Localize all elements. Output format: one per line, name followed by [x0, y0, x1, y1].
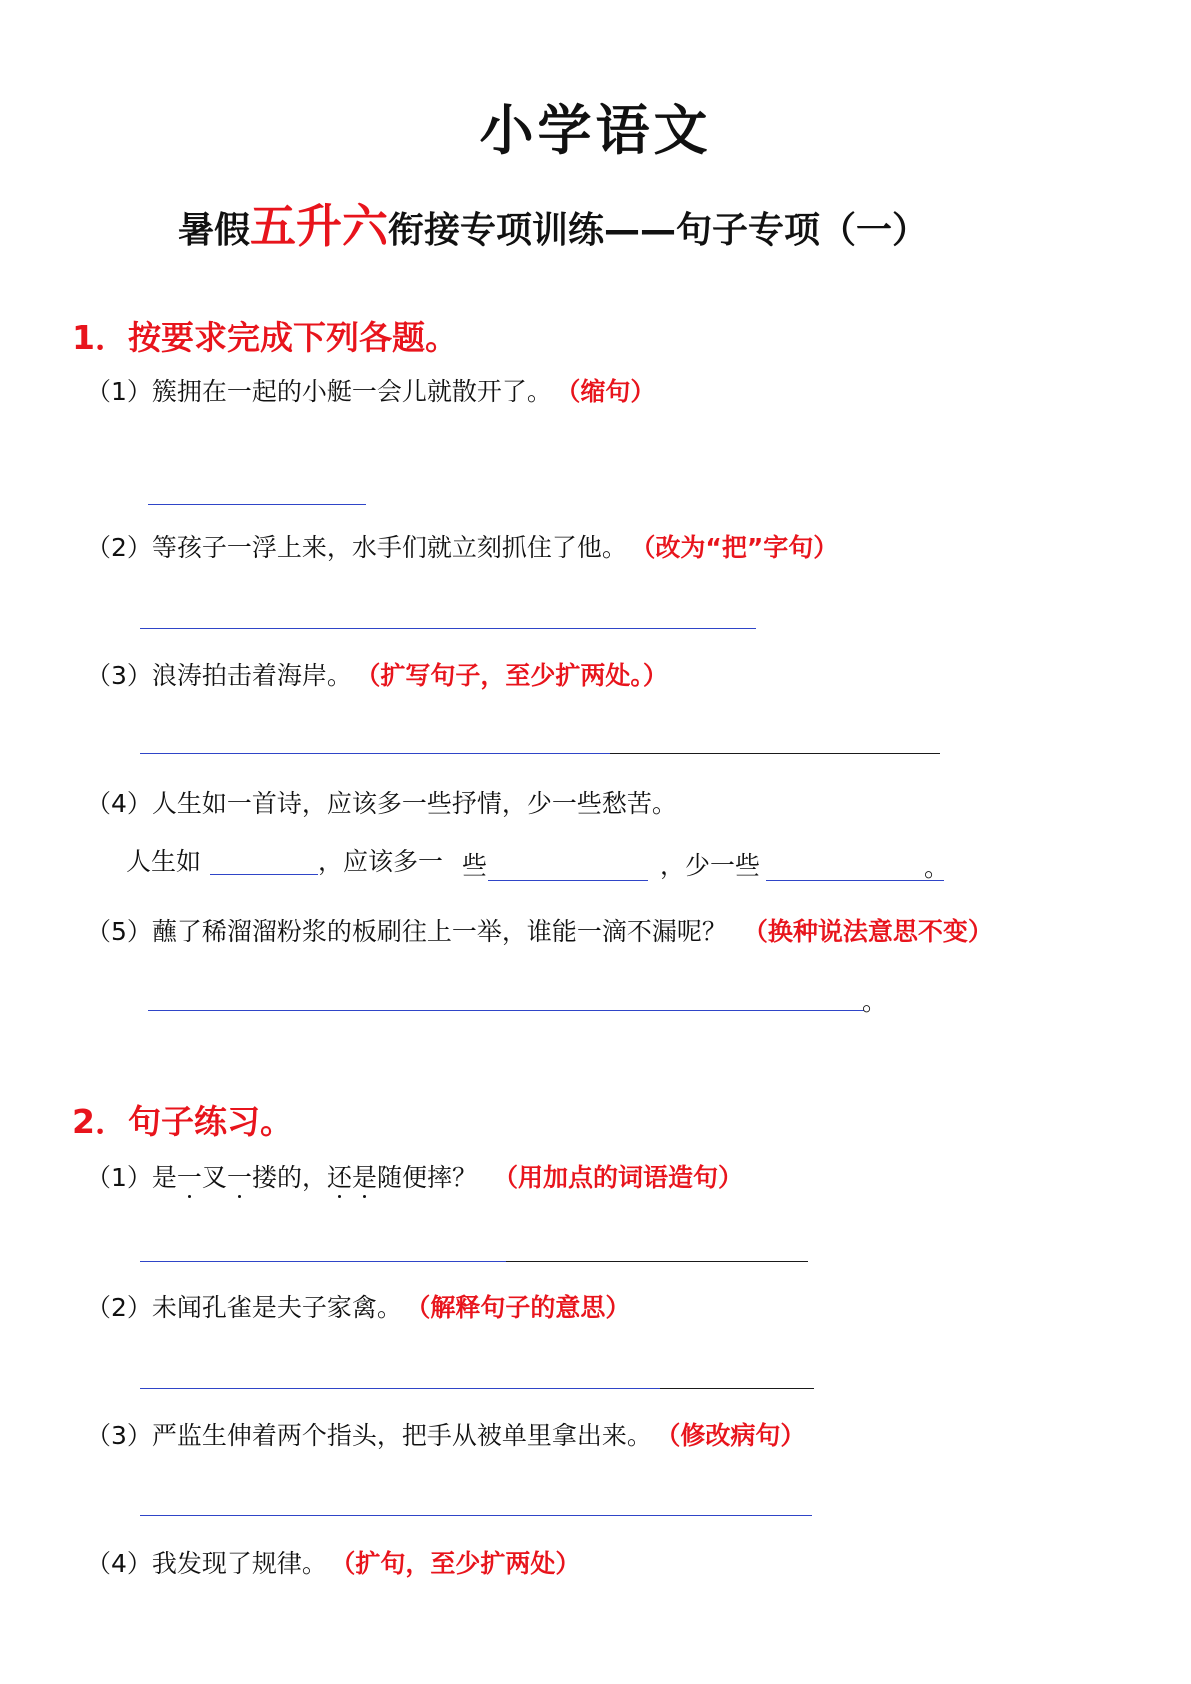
- answer-line-continuation[interactable]: [660, 1388, 814, 1389]
- answer-line-continuation[interactable]: [610, 753, 940, 754]
- instruction-tag: （修改病句）: [667, 1421, 806, 1450]
- dotted-char: 还: [326, 1163, 352, 1192]
- question-text: （1）是: [86, 1163, 177, 1192]
- instruction-tag: （扩写句子，至少扩两处。）: [367, 661, 668, 690]
- question-2-2: [86, 1288, 630, 1324]
- instruction-tag: （解释句子的意思）: [417, 1293, 631, 1322]
- question-text: （5）蘸了稀溜溜粉浆的板刷往上一举，谁能一滴不漏呢？: [86, 917, 727, 946]
- answer-line[interactable]: [148, 504, 366, 505]
- section-2-heading: 2．句子练习。: [72, 1102, 293, 1141]
- answer-line-continuation[interactable]: [506, 1261, 808, 1262]
- question-1-2: [86, 528, 838, 564]
- answer-line[interactable]: [140, 1388, 660, 1389]
- question-text: （4）人生如一首诗，应该多一些抒情，少一些愁苦。: [86, 789, 677, 818]
- question-1-4: [86, 784, 677, 820]
- question-text: （3）浪涛拍击着海岸。: [86, 661, 352, 690]
- instruction-tag: （换种说法意思不变）: [742, 917, 993, 946]
- answer-line[interactable]: [140, 628, 756, 629]
- answer-line[interactable]: [140, 1261, 506, 1262]
- question-text: （2）等孩子一浮上来，水手们就立刻抓住了他。: [86, 533, 627, 562]
- question-text: 叉: [201, 1163, 227, 1192]
- fill-text-xie: 些: [462, 851, 488, 880]
- fill-text-mid: ，应该多一: [318, 847, 444, 876]
- question-text: （3）严监生伸着两个指头，把手从被单里拿出来。: [86, 1421, 652, 1450]
- fill-text-start: 人生如: [126, 847, 202, 876]
- question-text: （2）未闻孔雀是夫子家禽。: [86, 1293, 402, 1322]
- instruction-tag: （扩句，至少扩两处）: [342, 1549, 581, 1578]
- instruction-tag: （改为“把”字句）: [642, 533, 839, 562]
- question-text: （4）我发现了规律。: [86, 1549, 327, 1578]
- answer-line-end: 。: [862, 987, 888, 1016]
- section-1-heading: 1．按要求完成下列各题。: [72, 318, 458, 357]
- question-1-3: [86, 656, 668, 692]
- fill-text-end: 。: [924, 853, 950, 882]
- instruction-tag: （用加点的词语造句）: [493, 1163, 744, 1192]
- question-2-4: [86, 1544, 580, 1580]
- instruction-tag: （缩句）: [567, 377, 656, 406]
- dotted-char: 一: [226, 1163, 252, 1192]
- question-2-3: [86, 1416, 805, 1452]
- fill-text-shao: ，少一些: [660, 851, 761, 880]
- page-subtitle: [178, 190, 928, 256]
- question-1-1: [86, 372, 655, 408]
- subtitle-suffix: 衔接专项训练——句子专项（一）: [388, 210, 929, 251]
- subtitle-prefix: 暑假: [178, 210, 251, 251]
- blank-line-1[interactable]: [210, 874, 318, 875]
- question-2-1: [86, 1158, 743, 1194]
- answer-line[interactable]: [140, 753, 610, 754]
- dotted-char: 一: [176, 1163, 202, 1192]
- answer-line[interactable]: [148, 1010, 864, 1011]
- dotted-char: 是: [351, 1163, 377, 1192]
- question-text: 搂的，: [251, 1163, 327, 1192]
- subtitle-grade-highlight: 五升六: [250, 199, 389, 253]
- page-title: 小学语文: [479, 99, 712, 162]
- question-text: （1）簇拥在一起的小艇一会儿就散开了。: [86, 377, 552, 406]
- question-text: 随便摔？: [377, 1163, 478, 1192]
- answer-line[interactable]: [140, 1515, 812, 1516]
- blank-line-3[interactable]: [766, 880, 944, 881]
- blank-line-2[interactable]: [488, 880, 648, 881]
- question-1-5: [86, 912, 993, 948]
